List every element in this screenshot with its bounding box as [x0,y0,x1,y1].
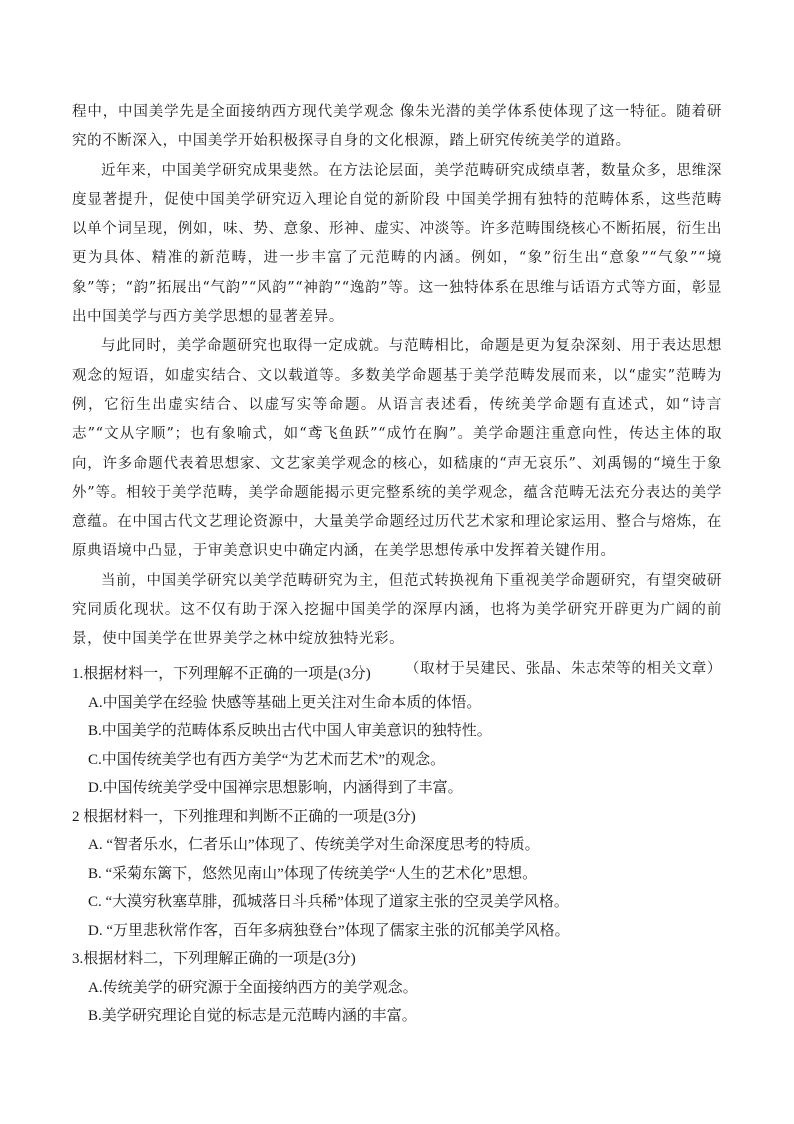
passage-paragraph-2: 近年来，中国美学研究成果斐然。在方法论层面，美学范畴研究成绩卓著，数量众多，思维深度显著提升，促使中国美学研究迈入理论自觉的新阶段 中国美学拥有独特的范畴体系，这些范畴以单个词呈现，例如，味、势、意象、形神、虚实、冲淡等。许多范畴围绕核心不断拓展，衍生出更为具体、精准的新范畴，进一步丰富了元范畴的内涵。例如，“象”衍生出“意象”“气象”“境象”等；“韵”拓展出“气韵”“风韵”“神韵”“逸韵”等。这一独特体系在思维与话语方式等方面，彰显出中国美学与西方美学思想的显著差异。 [72,162,722,326]
question-list [72,660,732,1031]
question-3 [72,945,732,1031]
question-2 [72,803,732,946]
passage-paragraph-3: 与此同时，美学命题研究也取得一定成就。与范畴相比，命题是更为复杂深刻、用于表达思想观念的短语，如虚实结合、文以载道等。多数美学命题基于美学范畴发展而来，以“虚实”范畴为例，它衍生出虚实结合、以虚写实等命题。从语言表述看，传统美学命题有直述式，如“诗言志”“文从字顺”；也有象喻式，如“鸢飞鱼跃”“成竹在胸”。美学命题注重意向性，传达主体的取向，许多命题代表着思想家、文艺家美学观念的核心，如嵇康的“声无哀乐”、刘禹锡的“境生于象外”等。相较于美学范畴，美学命题能揭示更完整系统的美学观念，蕴含范畴无法充分表达的美学意蕴。在中国古代文艺理论资源中，大量美学命题经过历代艺术家和理论家运用、整合与熔炼，在原典语境中凸显，于审美意识史中确定内涵，在美学思想传承中发挥着关键作用。 [72,338,722,560]
option-a: A. “智者乐水，仁者乐山”体现了、传统美学对生命深度思考的特质。 [88,837,540,853]
option-d: D. “万里悲秋常作客，百年多病独登台”体现了儒家主张的沉郁美学风格。 [88,922,570,939]
option-a: A.传统美学的研究源于全面接纳西方的美学观念。 [88,979,418,996]
passage-paragraph-1: 程中，中国美学先是全面接纳西方现代美学观念 像朱光潜的美学体系使体现了这一特征。随着研究的不断深入，中国美学开始积极探寻自身的文化根源，踏上研究传统美学的道路。 [72,104,722,150]
option-c: C.中国传统美学也有西方美学“为艺术而艺术”的观念。 [88,751,446,768]
option-c: C. “大漠穷秋塞草腓，孤城落日斗兵稀”体现了道家主张的空灵美学风格。 [88,894,569,910]
question-stem: 3.根据材料二，下列理解正确的一项是(3分) [72,951,356,967]
passage-source: （取材于吴建民、张晶、朱志荣等的相关文章） [404,660,722,677]
option-b: B.中国美学的范畴体系反映出古代中国人审美意识的独特性。 [88,723,492,739]
option-a: A.中国美学在经验 快感等基础上更关注对生命本质的体悟。 [88,694,482,711]
option-b: B.美学研究理论自觉的标志是元范畴内涵的丰富。 [88,1008,417,1024]
passage-paragraph-4: 当前，中国美学研究以美学范畴研究为主，但范式转换视角下重视美学命题研究，有望突破研究同质化现状。这不仅有助于深入挖掘中国美学的深厚内涵，也将为美学研究开辟更为广阔的前景，使中国美学在世界美学之林中绽放独特光彩。 [72,572,722,648]
option-b: B. “采菊东篱下，悠然见南山”体现了传统美学“人生的艺术化”思想。 [88,865,538,882]
question-stem: 2 根据材料一，下列推理和判断不正确的一项是(3分) [72,808,416,825]
question-stem: 1.根据材料一，下列理解不正确的一项是(3分) [72,666,371,682]
option-d: D.中国传统美学受中国禅宗思想影响，内涵得到了丰富。 [88,780,463,796]
reading-passage [72,98,722,684]
question-1 [72,660,732,803]
